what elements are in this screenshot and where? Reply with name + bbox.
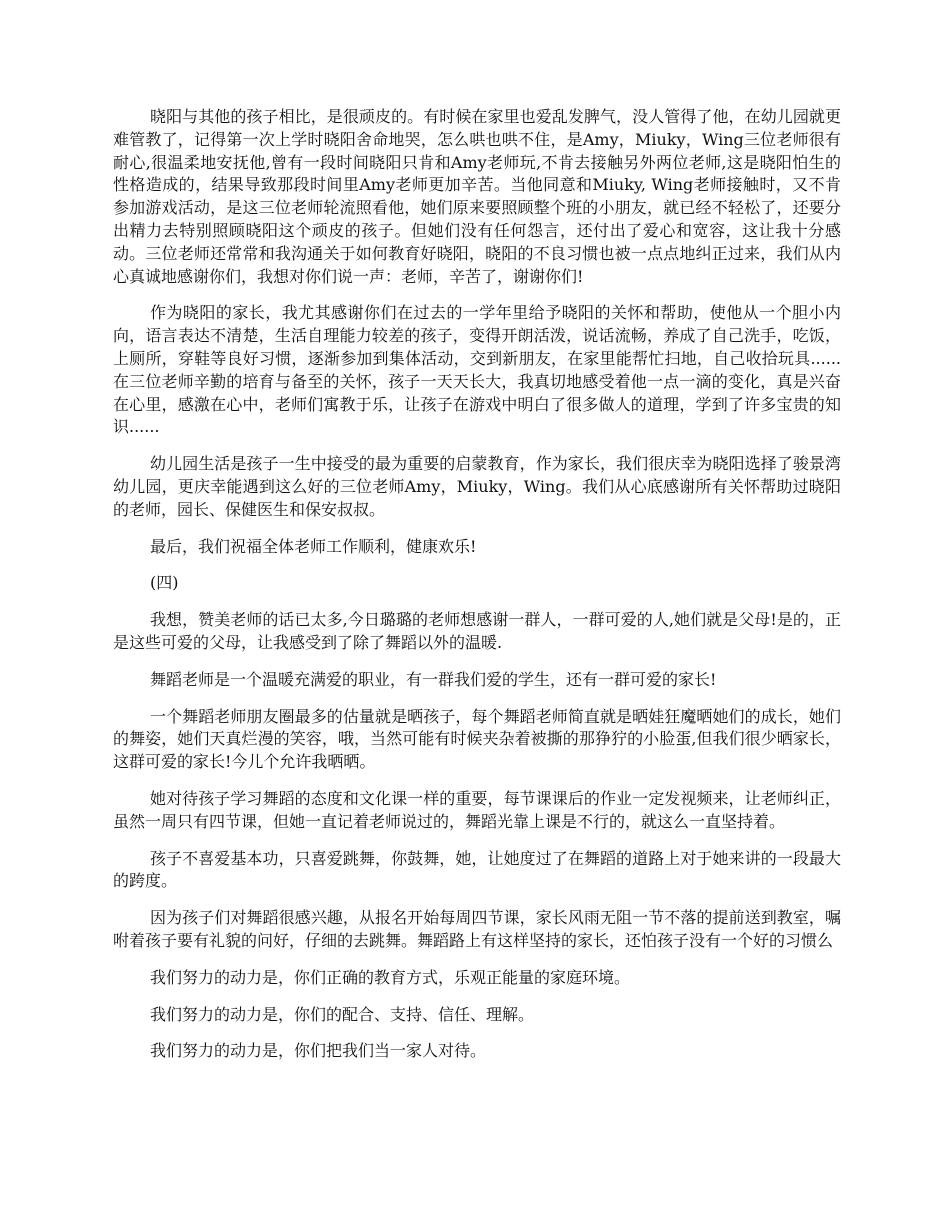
paragraph-4: 最后，我们祝福全体老师工作顺利，健康欢乐! [150, 536, 477, 556]
paragraph-10: 孩子不喜爱基本功，只喜爱跳舞，你鼓舞，她，让她度过了在舞蹈的道路上对于她来讲的一段最大的跨度。 [113, 848, 841, 891]
paragraph-6: 我想，赞美老师的话已太多,今日璐璐的老师想感谢一群人，一群可爱的人,她们就是父母!是的，正是这些可爱的父母，让我感受到了除了舞蹈以外的温暖. [113, 610, 841, 652]
section-heading-4: (四) [150, 573, 179, 593]
paragraph-3: 幼儿园生活是孩子一生中接受的最为重要的启蒙教育，作为家长，我们很庆幸为晓阳选择了骏景湾幼儿园，更庆幸能遇到这么好的三位老师Amy，Miuky，Wing。我们从心底感谢所有关怀帮助过晓阳的老师，园长、保健医生和保安叔叔。 [113, 454, 841, 519]
document-body [113, 106, 841, 1077]
paragraph-8: 一个舞蹈老师朋友圈最多的估量就是晒孩子，每个舞蹈老师简直就是晒娃狂魔晒她们的成长，她们的舞姿，她们天真烂漫的笑容，哦，当然可能有时候夹杂着被撕的那狰狞的小脸蛋,但我们很少晒家长，这群可爱的家长!今儿个允许我晒晒。 [113, 706, 841, 772]
paragraph-1: 晓阳与其他的孩子相比，是很顽皮的。有时候在家里也爱乱发脾气，没人管得了他，在幼儿园就更难管教了，记得第一次上学时晓阳舍命地哭，怎么哄也哄不住，是Amy，Miuky，Wing三位老师很有耐心,很温柔地安抚他,曾有一段时间晓阳只肯和Amy老师玩,不肯去接触另外两位老师,这是晓阳怕生的性格造成的，结果导致那段时间里Amy老师更加辛苦。当他同意和Miuky, Wing老师接触时，又不肯参加游戏活动，是这三位老师轮流照看他，她们原来要照顾整个班的小朋友，就已经不轻松了，还要分出精力去特别照顾晓阳这个顽皮的孩子。但她们没有任何怨言，还付出了爱心和宽容，这让我十分感动。三位老师还常常和我沟通关于如何教育好晓阳，晓阳的不良习惯也被一点点地纠正过来，我们从内心真诚地感谢你们，我想对你们说一声：老师，辛苦了，谢谢你们! [113, 107, 841, 286]
paragraph-7: 舞蹈老师是一个温暖充满爱的职业，有一群我们爱的学生，还有一群可爱的家长! [150, 669, 717, 689]
paragraph-9: 她对待孩子学习舞蹈的态度和文化课一样的重要，每节课课后的作业一定发视频来，让老师纠正，虽然一周只有四节课，但她一直记着老师说过的，舞蹈光靠上课是不行的，就这么一直坚持着。 [113, 788, 841, 831]
paragraph-2: 作为晓阳的家长，我尤其感谢你们在过去的一学年里给予晓阳的关怀和帮助，使他从一个胆小内向，语言表达不清楚，生活自理能力较差的孩子，变得开朗活泼，说话流畅，养成了自己洗手，吃饭，上厕所，穿鞋等良好习惯，逐渐参加到集体活动，交到新朋友，在家里能帮忙扫地，自己收拾玩具......在三位老师辛勤的培育与备至的关怀，孩子一天天长大，我真切地感受着他一点一滴的变化，真是兴奋在心里，感激在心中，老师们寓教于乐，让孩子在游戏中明白了很多做人的道理，学到了许多宝贵的知识...... [113, 303, 841, 437]
paragraph-11: 因为孩子们对舞蹈很感兴趣，从报名开始每周四节课，家长风雨无阻一节不落的提前送到教室，嘱咐着孩子要有礼貌的问好，仔细的去跳舞。舞蹈路上有这样坚持的家长，还怕孩子没有一个好的习惯么 [113, 908, 841, 950]
paragraph-12: 我们努力的动力是，你们正确的教育方式，乐观正能量的家庭环境。 [150, 967, 631, 987]
paragraph-13: 我们努力的动力是，你们的配合、支持、信任、理解。 [150, 1004, 535, 1024]
paragraph-14: 我们努力的动力是，你们把我们当一家人对待。 [150, 1041, 487, 1061]
